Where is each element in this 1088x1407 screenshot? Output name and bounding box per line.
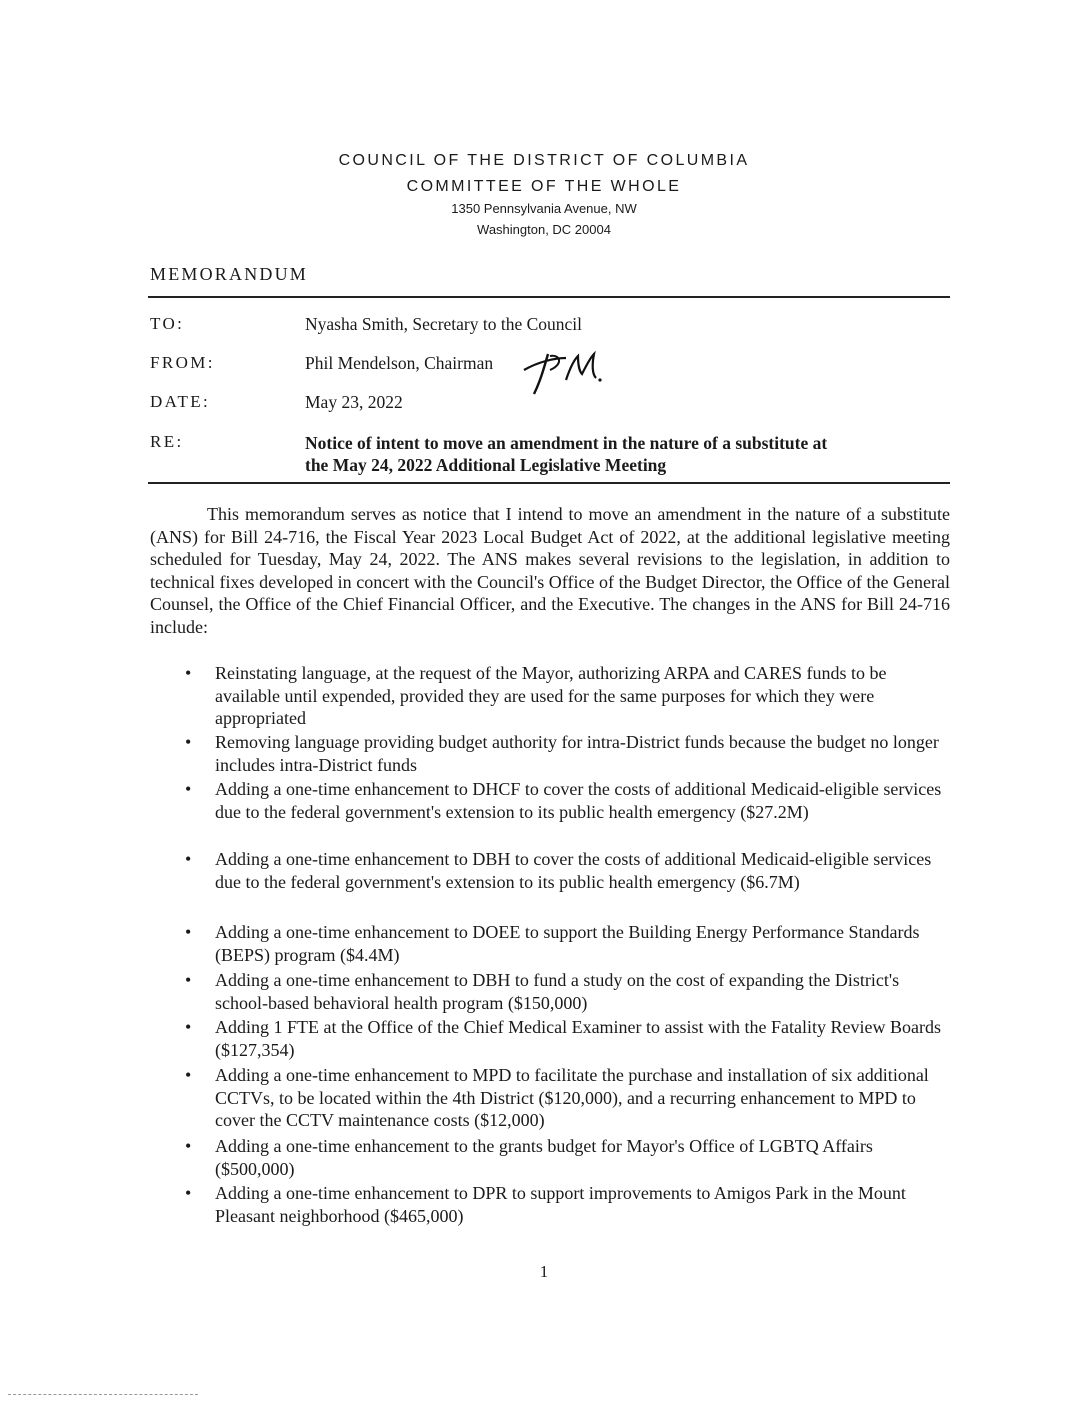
bullet-dot: •: [185, 1183, 192, 1203]
to-value: Nyasha Smith, Secretary to the Council: [305, 314, 583, 334]
to-label: TO:: [150, 314, 185, 333]
bullet-dot: •: [185, 1017, 192, 1037]
bullet-dot: •: [185, 970, 192, 990]
from-value: Phil Mendelson, Chairman: [305, 353, 494, 373]
committee-name: COMMITTEE OF THE WHOLE: [406, 178, 682, 195]
list-item: Removing language providing budget authority for intra-District funds because the budget no longer includes intra-District funds: [215, 732, 939, 775]
date-value: May 23, 2022: [305, 392, 403, 412]
list-item: Adding a one-time enhancement to DBH to fund a study on the cost of expanding the District's school-based behavioral health program ($150,000): [215, 970, 900, 1013]
list-item: Adding a one-time enhancement to DOEE to support the Building Energy Performance Standards (BEPS) program ($4.4M): [215, 922, 920, 965]
address-street: 1350 Pennsylvania Avenue, NW: [451, 201, 637, 216]
date-label: DATE:: [150, 392, 211, 411]
scan-artifact: [8, 1394, 198, 1396]
re-label: RE:: [150, 432, 184, 451]
re-value-line-1: Notice of intent to move an amendment in the nature of a substitute at: [305, 433, 828, 453]
memo-header-divider: [148, 482, 950, 484]
signature-icon: [520, 344, 610, 404]
intro-paragraph: This memorandum serves as notice that I intend to move an amendment in the nature of a substitute (ANS) for Bill 24-716, the Fiscal Year 2023 Local Budget Act of 2022, at the additional legislative meeting scheduled for Tuesday, May 24, 2022. The ANS makes several revisions to the legislation, in addition to technical fixes developed in concert with the Council's Office of the Budget Director, the Office of the General Counsel, the Office of the Chief Financial Officer, and the Executive. The changes in the ANS for Bill 24-716 include:: [150, 504, 950, 637]
page-number: 1: [539, 1262, 549, 1281]
re-value-line-2: the May 24, 2022 Additional Legislative Meeting: [305, 455, 667, 475]
bullet-dot: •: [185, 732, 192, 752]
list-item: Adding a one-time enhancement to DPR to support improvements to Amigos Park in the Mount Pleasant neighborhood ($465,000): [215, 1183, 906, 1226]
bullet-dot: •: [185, 1065, 192, 1085]
memo-title: MEMORANDUM: [150, 264, 309, 284]
list-item: Adding a one-time enhancement to DBH to cover the costs of additional Medicaid-eligible services due to the federal government's extension to its public health emergency ($6.7M): [215, 849, 932, 892]
bullet-dot: •: [185, 922, 192, 942]
address-city: Washington, DC 20004: [477, 222, 611, 237]
council-name: COUNCIL OF THE DISTRICT OF COLUMBIA: [338, 152, 750, 169]
bullet-dot: •: [185, 663, 192, 683]
bullet-dot: •: [185, 849, 192, 869]
list-item: Adding 1 FTE at the Office of the Chief Medical Examiner to assist with the Fatality Review Boards ($127,354): [215, 1017, 942, 1060]
header-divider: [148, 296, 950, 298]
list-item: Adding a one-time enhancement to MPD to facilitate the purchase and installation of six additional CCTVs, to be located within the 4th District ($120,000), and a recurring enhancement to MPD to cover the CCTV maintenance costs ($12,000): [215, 1065, 929, 1131]
bullet-dot: •: [185, 779, 192, 799]
list-item: Adding a one-time enhancement to DHCF to cover the costs of additional Medicaid-eligible services due to the federal government's extension to its public health emergency ($27.2M): [215, 779, 942, 822]
from-label: FROM:: [150, 353, 215, 372]
bullet-dot: •: [185, 1136, 192, 1156]
list-item: Adding a one-time enhancement to the grants budget for Mayor's Office of LGBTQ Affairs ($500,000): [215, 1136, 873, 1179]
re-value: [305, 432, 945, 476]
list-item: Reinstating language, at the request of the Mayor, authorizing ARPA and CARES funds to be available until expended, provided they are used for the same purposes for which they were appropriated: [215, 663, 887, 729]
